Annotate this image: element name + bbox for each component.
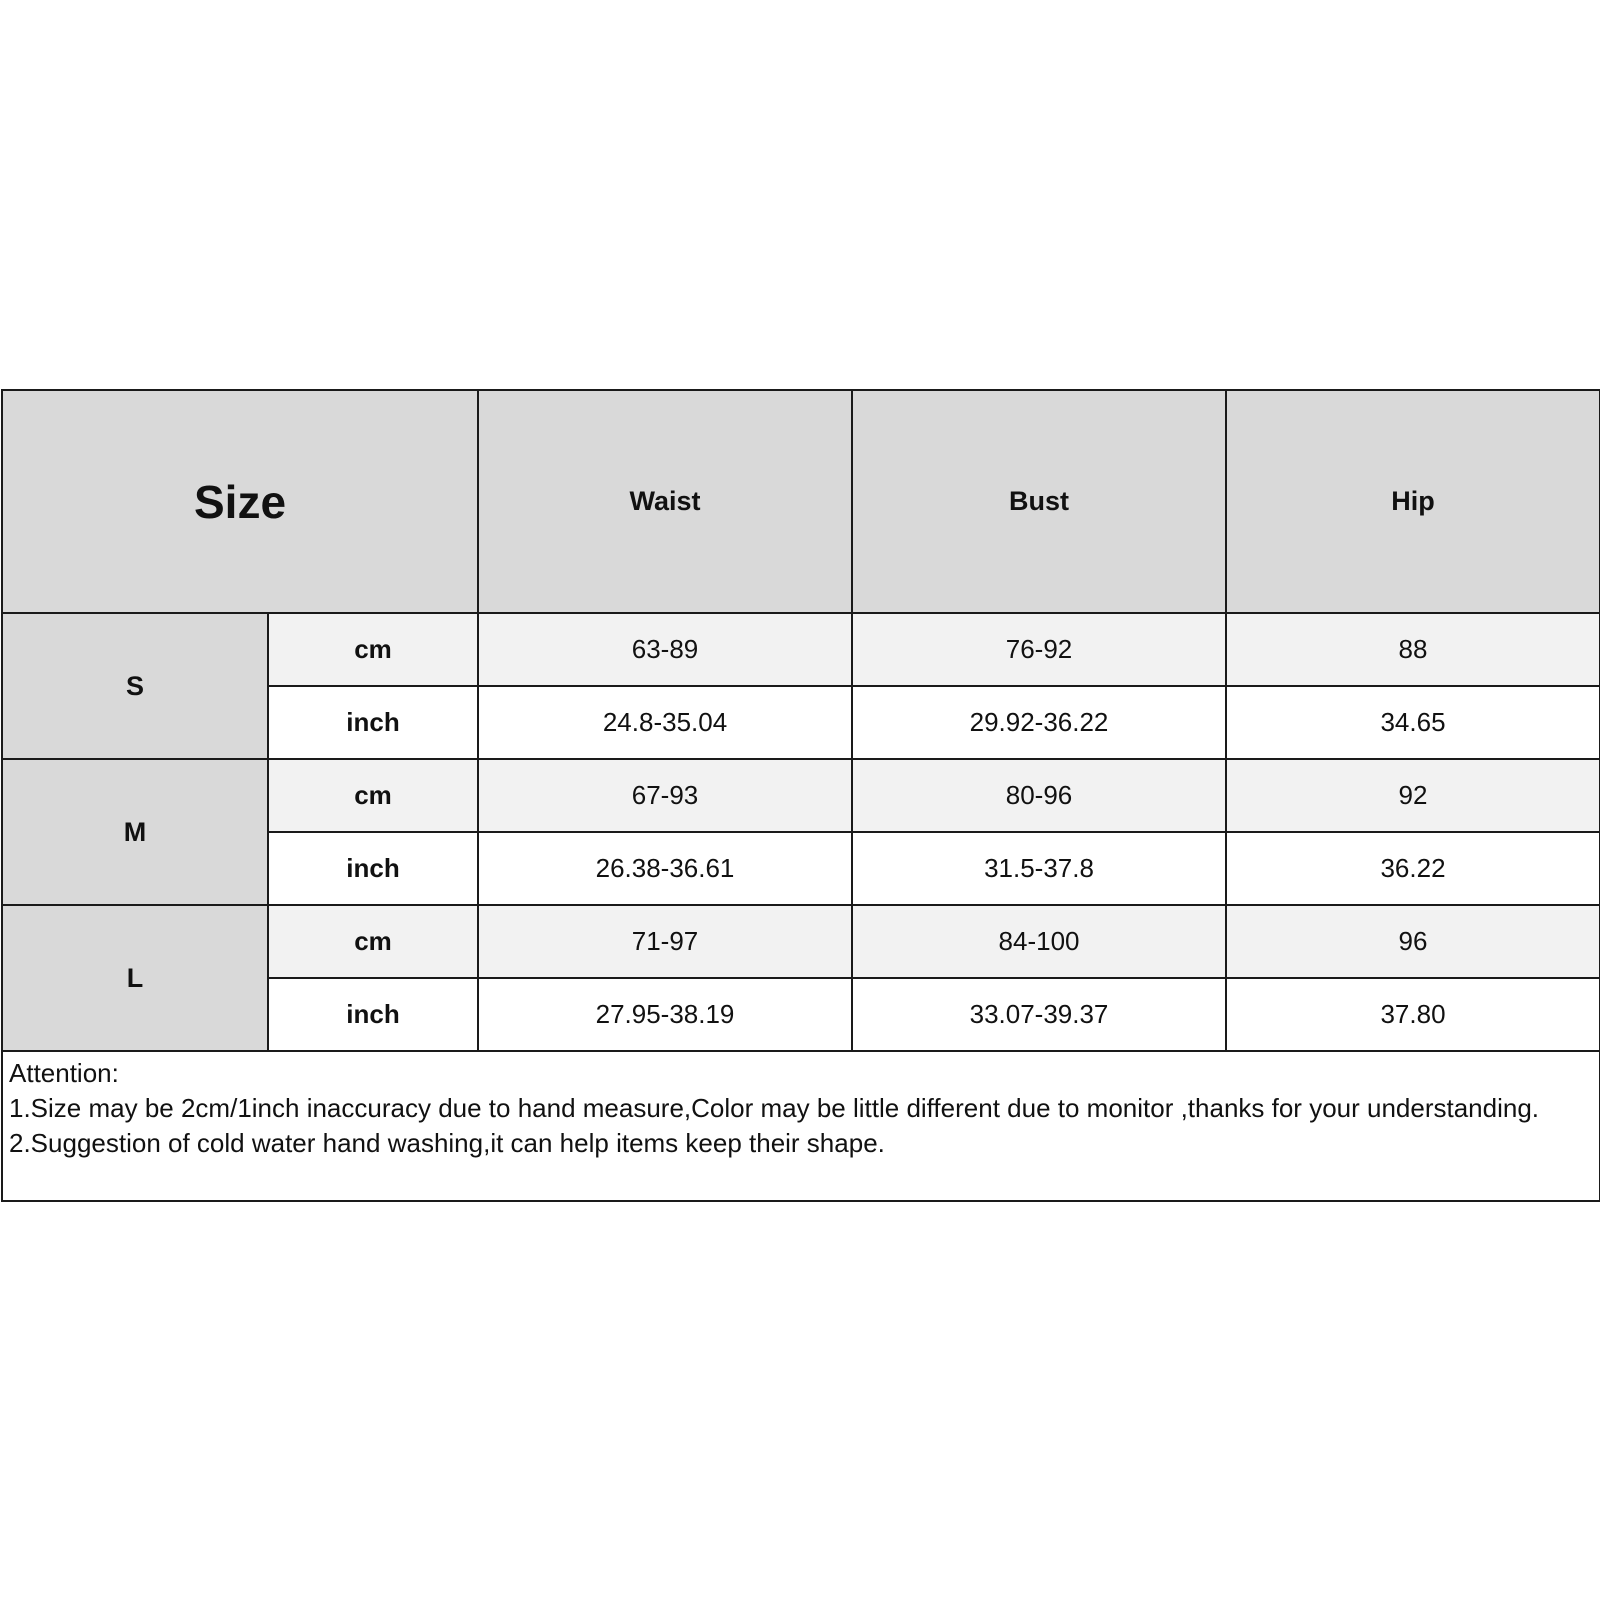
size-table: [1, 389, 1600, 1202]
hip-value: 34.65: [1226, 686, 1600, 759]
size-header: Size: [2, 390, 478, 613]
waist-value: 27.95-38.19: [478, 978, 852, 1051]
attention-title: Attention:: [9, 1058, 119, 1088]
waist-value: 26.38-36.61: [478, 832, 852, 905]
table-row: [2, 759, 1600, 832]
bust-value: 31.5-37.8: [852, 832, 1226, 905]
unit-label: cm: [268, 905, 478, 978]
waist-value: 67-93: [478, 759, 852, 832]
table-row: [2, 905, 1600, 978]
unit-label: cm: [268, 613, 478, 686]
hip-header: Hip: [1226, 390, 1600, 613]
bust-value: 76-92: [852, 613, 1226, 686]
unit-label: inch: [268, 978, 478, 1051]
hip-value: 92: [1226, 759, 1600, 832]
waist-value: 71-97: [478, 905, 852, 978]
note-line-1: 1.Size may be 2cm/1inch inaccuracy due to hand measure,Color may be little different due to monitor ,thanks for your understanding.: [9, 1093, 1540, 1123]
table-row: [2, 613, 1600, 686]
bust-value: 84-100: [852, 905, 1226, 978]
bust-header: Bust: [852, 390, 1226, 613]
notes-row: [2, 1051, 1600, 1201]
note-line-2: 2.Suggestion of cold water hand washing,it can help items keep their shape.: [9, 1128, 885, 1158]
unit-label: cm: [268, 759, 478, 832]
attention-notes: [2, 1051, 1600, 1201]
hip-value: 37.80: [1226, 978, 1600, 1051]
size-label-s: S: [2, 613, 268, 759]
waist-value: 24.8-35.04: [478, 686, 852, 759]
bust-value: 80-96: [852, 759, 1226, 832]
size-label-m: M: [2, 759, 268, 905]
unit-label: inch: [268, 686, 478, 759]
hip-value: 96: [1226, 905, 1600, 978]
waist-header: Waist: [478, 390, 852, 613]
hip-value: 88: [1226, 613, 1600, 686]
header-row: [2, 390, 1600, 613]
size-label-l: L: [2, 905, 268, 1051]
waist-value: 63-89: [478, 613, 852, 686]
bust-value: 29.92-36.22: [852, 686, 1226, 759]
hip-value: 36.22: [1226, 832, 1600, 905]
unit-label: inch: [268, 832, 478, 905]
bust-value: 33.07-39.37: [852, 978, 1226, 1051]
size-chart: [1, 389, 1599, 1202]
